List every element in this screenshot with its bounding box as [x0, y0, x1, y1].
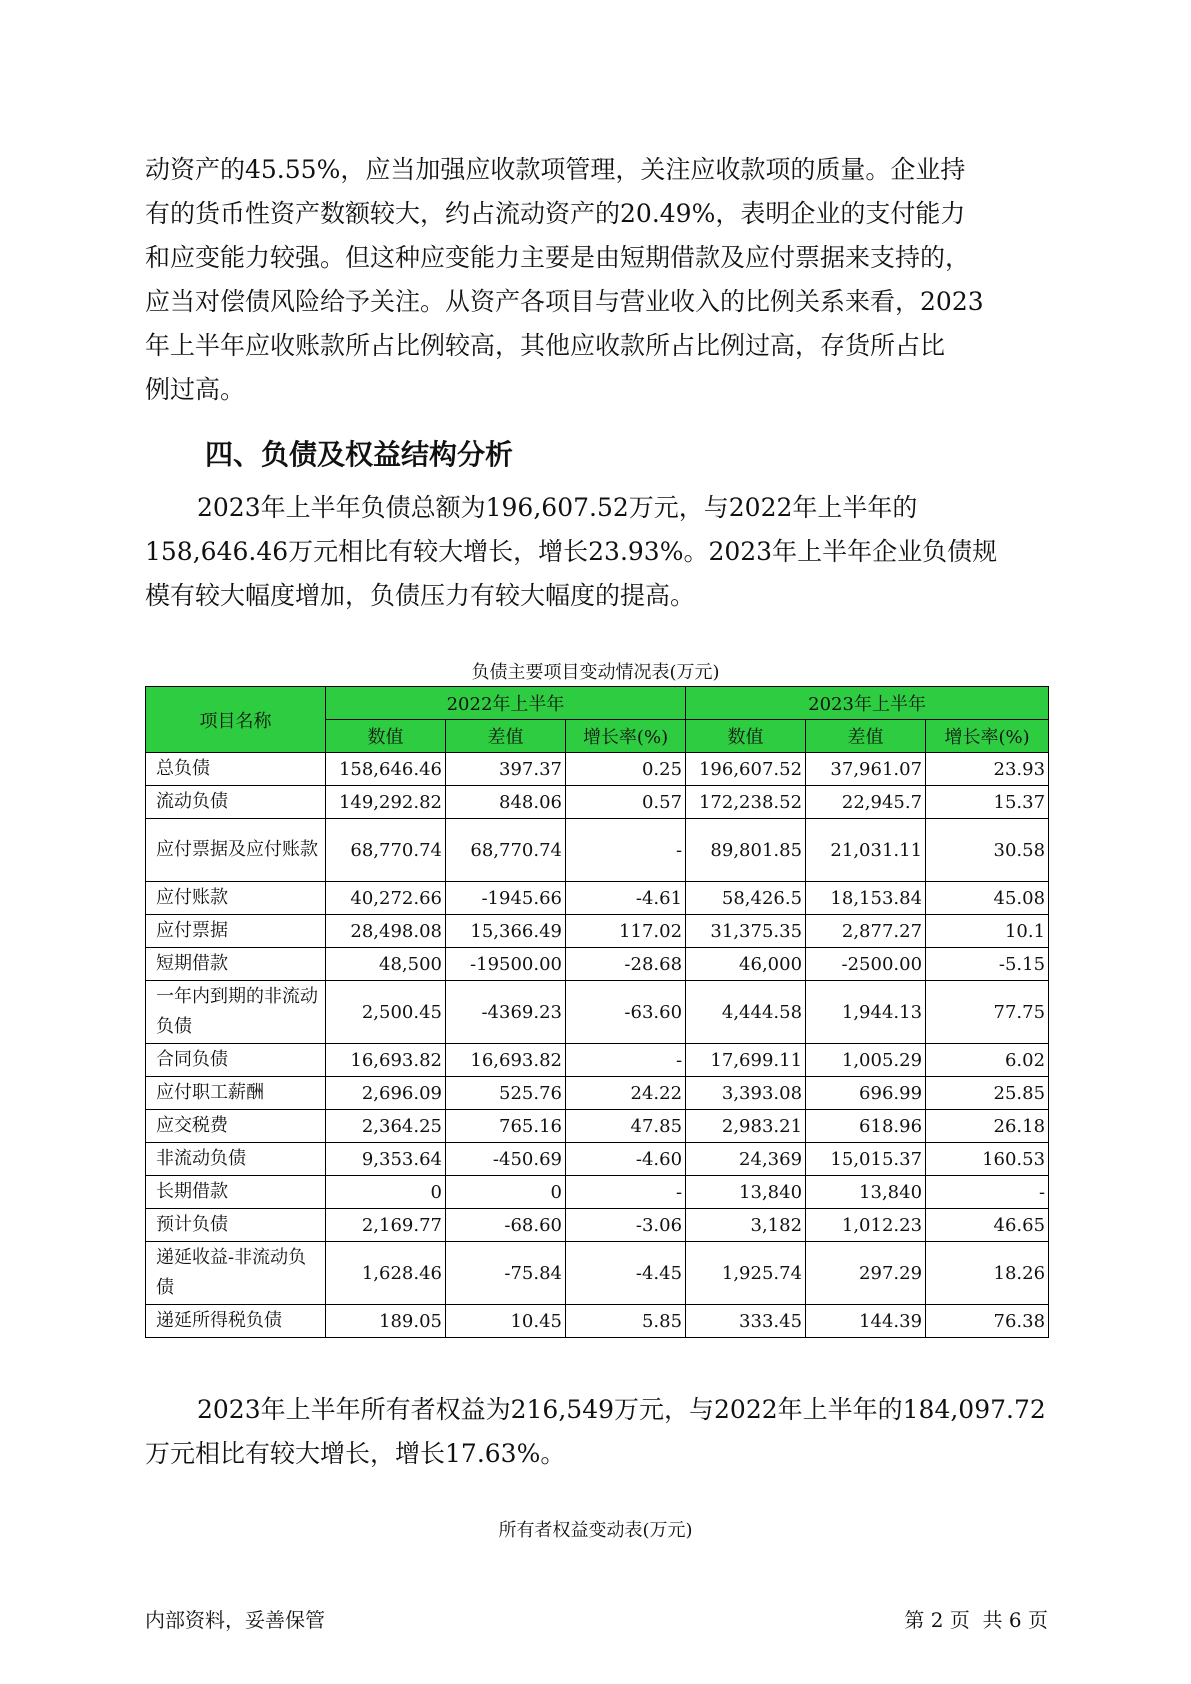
cell-d22: 848.06 [446, 786, 566, 819]
row-label: 应付账款 [146, 882, 326, 915]
cell-v23: 196,607.52 [686, 753, 806, 786]
cell-r23: 10.1 [926, 915, 1049, 948]
row-label: 应付票据 [146, 915, 326, 948]
cell-d23: 1,944.13 [806, 981, 926, 1044]
liability-table [145, 686, 1049, 1338]
cell-r22: 0.25 [566, 753, 686, 786]
cell-r23: 30.58 [926, 819, 1049, 882]
cell-r23: 46.65 [926, 1209, 1049, 1242]
table-row [146, 1143, 1049, 1176]
row-label: 短期借款 [146, 948, 326, 981]
cell-d23: 2,877.27 [806, 915, 926, 948]
cell-d22: -1945.66 [446, 882, 566, 915]
liability-table-body [146, 753, 1049, 1338]
cell-v23: 3,182 [686, 1209, 806, 1242]
cell-v22: 2,500.45 [326, 981, 446, 1044]
cell-r23: 6.02 [926, 1044, 1049, 1077]
row-label: 合同负债 [146, 1044, 326, 1077]
header-value-2023: 数值 [686, 720, 806, 753]
cell-v23: 172,238.52 [686, 786, 806, 819]
cell-d23: 15,015.37 [806, 1143, 926, 1176]
cell-v23: 58,426.5 [686, 882, 806, 915]
text-line: 模有较大幅度增加，负债压力有较大幅度的提高。 [145, 581, 696, 610]
cell-r23: 15.37 [926, 786, 1049, 819]
cell-r22: 24.22 [566, 1077, 686, 1110]
table-row [146, 948, 1049, 981]
cell-v22: 2,696.09 [326, 1077, 446, 1110]
text-line: 应当对偿债风险给予关注。从资产各项目与营业收入的比例关系来看，2023 [145, 287, 984, 316]
cell-d22: 15,366.49 [446, 915, 566, 948]
cell-r22: - [566, 819, 686, 882]
table-row [146, 1110, 1049, 1143]
cell-d23: 144.39 [806, 1305, 926, 1338]
paragraph-liability-summary [145, 486, 1045, 618]
header-rate-2023: 增长率(%) [926, 720, 1049, 753]
text-line: 2023年上半年所有者权益为216,549万元，与2022年上半年的184,097.72 [197, 1395, 1046, 1424]
cell-d22: -75.84 [446, 1242, 566, 1305]
cell-v23: 17,699.11 [686, 1044, 806, 1077]
cell-r22: - [566, 1044, 686, 1077]
cell-v23: 31,375.35 [686, 915, 806, 948]
cell-d22: 16,693.82 [446, 1044, 566, 1077]
cell-d23: 696.99 [806, 1077, 926, 1110]
cell-v23: 24,369 [686, 1143, 806, 1176]
cell-r22: 5.85 [566, 1305, 686, 1338]
cell-r22: -4.45 [566, 1242, 686, 1305]
section-heading: 四、负债及权益结构分析 [205, 438, 514, 471]
cell-v22: 189.05 [326, 1305, 446, 1338]
table-row [146, 1044, 1049, 1077]
row-label: 流动负债 [146, 786, 326, 819]
row-label: 应付职工薪酬 [146, 1077, 326, 1110]
cell-v22: 9,353.64 [326, 1143, 446, 1176]
table-row [146, 1242, 1049, 1305]
table-row [146, 1305, 1049, 1338]
cell-r22: -63.60 [566, 981, 686, 1044]
cell-d23: 13,840 [806, 1176, 926, 1209]
table-row [146, 981, 1049, 1044]
table-row [146, 1176, 1049, 1209]
cell-v22: 68,770.74 [326, 819, 446, 882]
cell-r23: 23.93 [926, 753, 1049, 786]
row-label: 应付票据及应付账款 [146, 819, 326, 882]
cell-v23: 1,925.74 [686, 1242, 806, 1305]
table-row [146, 915, 1049, 948]
text-line: 万元相比有较大增长，增长17.63%。 [145, 1439, 566, 1468]
cell-v22: 40,272.66 [326, 882, 446, 915]
cell-d23: 18,153.84 [806, 882, 926, 915]
table-row [146, 753, 1049, 786]
cell-d23: -2500.00 [806, 948, 926, 981]
cell-d23: 1,005.29 [806, 1044, 926, 1077]
text-line: 2023年上半年负债总额为196,607.52万元，与2022年上半年的 [197, 493, 918, 522]
cell-r22: - [566, 1176, 686, 1209]
cell-v22: 149,292.82 [326, 786, 446, 819]
cell-d22: 0 [446, 1176, 566, 1209]
cell-d23: 297.29 [806, 1242, 926, 1305]
row-label: 递延收益-非流动负债 [146, 1242, 326, 1305]
cell-r22: 0.57 [566, 786, 686, 819]
header-value-2022: 数值 [326, 720, 446, 753]
cell-r23: 25.85 [926, 1077, 1049, 1110]
cell-d22: -450.69 [446, 1143, 566, 1176]
cell-r23: 160.53 [926, 1143, 1049, 1176]
cell-v23: 89,801.85 [686, 819, 806, 882]
cell-d22: 397.37 [446, 753, 566, 786]
cell-r23: 18.26 [926, 1242, 1049, 1305]
text-line: 有的货币性资产数额较大，约占流动资产的20.49%，表明企业的支付能力 [145, 199, 966, 228]
cell-v23: 13,840 [686, 1176, 806, 1209]
cell-v22: 1,628.46 [326, 1242, 446, 1305]
cell-d23: 22,945.7 [806, 786, 926, 819]
cell-r23: 77.75 [926, 981, 1049, 1044]
cell-d22: 68,770.74 [446, 819, 566, 882]
table-row [146, 1209, 1049, 1242]
row-label: 非流动负债 [146, 1143, 326, 1176]
cell-v22: 28,498.08 [326, 915, 446, 948]
row-label: 长期借款 [146, 1176, 326, 1209]
row-label: 总负债 [146, 753, 326, 786]
cell-r22: -3.06 [566, 1209, 686, 1242]
cell-r22: 117.02 [566, 915, 686, 948]
text-line: 例过高。 [145, 375, 246, 404]
text-line: 和应变能力较强。但这种应变能力主要是由短期借款及应付票据来支持的， [145, 243, 971, 272]
paragraph-asset-analysis [145, 148, 1045, 412]
row-label: 预计负债 [146, 1209, 326, 1242]
cell-v23: 46,000 [686, 948, 806, 981]
paragraph-equity-summary [145, 1388, 1045, 1476]
cell-v22: 2,364.25 [326, 1110, 446, 1143]
text-line: 年上半年应收账款所占比例较高，其他应收款所占比例过高，存货所占比 [145, 331, 946, 360]
table-caption: 负债主要项目变动情况表(万元) [471, 662, 720, 683]
header-diff-2022: 差值 [446, 720, 566, 753]
cell-r23: 76.38 [926, 1305, 1049, 1338]
header-group-2022: 2022年上半年 [326, 687, 686, 720]
row-label: 一年内到期的非流动负债 [146, 981, 326, 1044]
cell-v22: 48,500 [326, 948, 446, 981]
cell-v23: 4,444.58 [686, 981, 806, 1044]
table-row [146, 786, 1049, 819]
table-row [146, 819, 1049, 882]
cell-d23: 21,031.11 [806, 819, 926, 882]
header-item-name: 项目名称 [146, 687, 326, 753]
cell-v22: 0 [326, 1176, 446, 1209]
cell-d22: -4369.23 [446, 981, 566, 1044]
cell-r22: -28.68 [566, 948, 686, 981]
cell-r23: 45.08 [926, 882, 1049, 915]
cell-r23: 26.18 [926, 1110, 1049, 1143]
header-rate-2022: 增长率(%) [566, 720, 686, 753]
row-label: 应交税费 [146, 1110, 326, 1143]
cell-d23: 618.96 [806, 1110, 926, 1143]
text-line: 动资产的45.55%，应当加强应收款项管理，关注应收款项的质量。企业持 [145, 155, 966, 184]
cell-r22: 47.85 [566, 1110, 686, 1143]
cell-d22: -68.60 [446, 1209, 566, 1242]
cell-v22: 16,693.82 [326, 1044, 446, 1077]
text-line: 158,646.46万元相比有较大增长，增长23.93%。2023年上半年企业负债规 [145, 537, 998, 566]
cell-r22: -4.60 [566, 1143, 686, 1176]
cell-v22: 158,646.46 [326, 753, 446, 786]
cell-v23: 3,393.08 [686, 1077, 806, 1110]
header-diff-2023: 差值 [806, 720, 926, 753]
footer-page-number: 第 2 页 共 6 页 [904, 1608, 1048, 1632]
cell-d22: -19500.00 [446, 948, 566, 981]
cell-d22: 10.45 [446, 1305, 566, 1338]
cell-d22: 525.76 [446, 1077, 566, 1110]
cell-d23: 37,961.07 [806, 753, 926, 786]
header-group-2023: 2023年上半年 [686, 687, 1049, 720]
table-row [146, 1077, 1049, 1110]
table-caption: 所有者权益变动表(万元) [498, 1520, 693, 1541]
footer-left: 内部资料，妥善保管 [145, 1608, 325, 1632]
cell-d22: 765.16 [446, 1110, 566, 1143]
cell-v23: 333.45 [686, 1305, 806, 1338]
cell-d23: 1,012.23 [806, 1209, 926, 1242]
table-row [146, 882, 1049, 915]
cell-r22: -4.61 [566, 882, 686, 915]
cell-r23: -5.15 [926, 948, 1049, 981]
cell-v22: 2,169.77 [326, 1209, 446, 1242]
cell-v23: 2,983.21 [686, 1110, 806, 1143]
cell-r23: - [926, 1176, 1049, 1209]
row-label: 递延所得税负债 [146, 1305, 326, 1338]
